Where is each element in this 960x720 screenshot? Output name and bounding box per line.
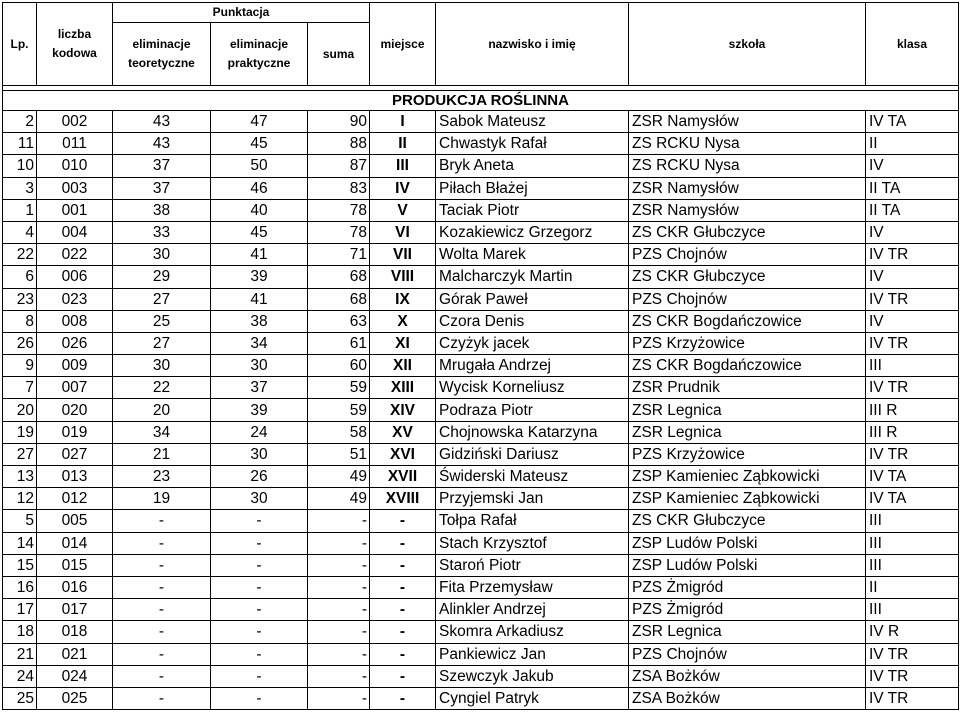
cell-practice: - [211, 665, 308, 687]
table-row [3, 332, 959, 354]
cell-school: ZS CKR Głubczyce [629, 221, 866, 243]
cell-lp: 20 [3, 399, 37, 421]
cell-lp: 7 [3, 377, 37, 399]
cell-class: IV [866, 266, 959, 288]
cell-code: 004 [37, 221, 113, 243]
cell-place: XIV [370, 399, 436, 421]
cell-class: III [866, 355, 959, 377]
cell-practice: - [211, 687, 308, 709]
cell-lp: 18 [3, 621, 37, 643]
cell-code: 002 [37, 111, 113, 133]
cell-sum: 59 [308, 377, 370, 399]
cell-code: 023 [37, 288, 113, 310]
table-row [3, 665, 959, 687]
results-body [3, 111, 959, 710]
table-row [3, 133, 959, 155]
cell-place: II [370, 133, 436, 155]
table-row [3, 621, 959, 643]
cell-name: Malcharczyk Martin [436, 266, 629, 288]
cell-practice: 39 [211, 399, 308, 421]
cell-code: 008 [37, 310, 113, 332]
cell-school: PZS Chojnów [629, 244, 866, 266]
cell-practice: 26 [211, 466, 308, 488]
table-row [3, 599, 959, 621]
cell-school: ZSR Namysłów [629, 177, 866, 199]
cell-sum: - [308, 510, 370, 532]
cell-class: II TA [866, 177, 959, 199]
cell-class: II [866, 576, 959, 598]
cell-practice: 40 [211, 199, 308, 221]
cell-code: 014 [37, 532, 113, 554]
cell-name: Cyngiel Patryk [436, 687, 629, 709]
cell-class: III R [866, 399, 959, 421]
table-row [3, 532, 959, 554]
cell-name: Podraza Piotr [436, 399, 629, 421]
cell-sum: 78 [308, 221, 370, 243]
cell-practice: - [211, 510, 308, 532]
cell-school: ZS RCKU Nysa [629, 133, 866, 155]
cell-sum: 88 [308, 133, 370, 155]
cell-class: IV TR [866, 443, 959, 465]
cell-place: X [370, 310, 436, 332]
cell-class: IV TA [866, 488, 959, 510]
cell-lp: 4 [3, 221, 37, 243]
cell-school: PZS Krzyżowice [629, 332, 866, 354]
cell-name: Czora Denis [436, 310, 629, 332]
cell-lp: 23 [3, 288, 37, 310]
cell-theory: 37 [113, 155, 211, 177]
cell-school: PZS Chojnów [629, 643, 866, 665]
cell-theory: 22 [113, 377, 211, 399]
cell-sum: 68 [308, 266, 370, 288]
cell-name: Stach Krzysztof [436, 532, 629, 554]
cell-practice: - [211, 643, 308, 665]
cell-code: 016 [37, 576, 113, 598]
cell-practice: 24 [211, 421, 308, 443]
cell-class: IV TR [866, 332, 959, 354]
cell-place: V [370, 199, 436, 221]
section-header [3, 86, 959, 111]
cell-place: XI [370, 332, 436, 354]
cell-school: ZSP Ludów Polski [629, 554, 866, 576]
cell-school: ZSA Bożków [629, 687, 866, 709]
cell-lp: 1 [3, 199, 37, 221]
cell-practice: 30 [211, 443, 308, 465]
cell-name: Sabok Mateusz [436, 111, 629, 133]
cell-code: 022 [37, 244, 113, 266]
cell-name: Pankiewicz Jan [436, 643, 629, 665]
cell-lp: 19 [3, 421, 37, 443]
cell-code: 024 [37, 665, 113, 687]
table-row [3, 643, 959, 665]
table-row [3, 377, 959, 399]
cell-place: XVII [370, 466, 436, 488]
table-row [3, 266, 959, 288]
cell-code: 012 [37, 488, 113, 510]
cell-practice: 45 [211, 221, 308, 243]
cell-sum: 60 [308, 355, 370, 377]
cell-name: Piłach Błażej [436, 177, 629, 199]
table-row [3, 155, 959, 177]
cell-school: PZS Chojnów [629, 288, 866, 310]
cell-practice: 37 [211, 377, 308, 399]
cell-school: ZSR Namysłów [629, 111, 866, 133]
cell-name: Wolta Marek [436, 244, 629, 266]
header-theory: eliminacje teoretyczne [113, 23, 211, 86]
cell-theory: 30 [113, 244, 211, 266]
cell-class: III R [866, 421, 959, 443]
table-row [3, 355, 959, 377]
table-row [3, 310, 959, 332]
cell-school: ZSP Kamieniec Ząbkowicki [629, 488, 866, 510]
cell-place: XVIII [370, 488, 436, 510]
cell-practice: 30 [211, 488, 308, 510]
cell-sum: 49 [308, 488, 370, 510]
cell-school: PZS Krzyżowice [629, 443, 866, 465]
cell-code: 006 [37, 266, 113, 288]
cell-class: IV TR [866, 377, 959, 399]
cell-practice: - [211, 621, 308, 643]
cell-school: ZS CKR Bogdańczowice [629, 355, 866, 377]
cell-code: 027 [37, 443, 113, 465]
cell-code: 021 [37, 643, 113, 665]
cell-practice: 30 [211, 355, 308, 377]
cell-class: IV [866, 155, 959, 177]
cell-lp: 17 [3, 599, 37, 621]
cell-practice: 39 [211, 266, 308, 288]
header-lp: Lp. [3, 3, 37, 86]
cell-name: Fita Przemysław [436, 576, 629, 598]
cell-name: Przyjemski Jan [436, 488, 629, 510]
cell-theory: 27 [113, 332, 211, 354]
cell-theory: 23 [113, 466, 211, 488]
cell-theory: 21 [113, 443, 211, 465]
cell-practice: 34 [211, 332, 308, 354]
table-row [3, 443, 959, 465]
cell-theory: 43 [113, 133, 211, 155]
cell-place: IX [370, 288, 436, 310]
cell-place: - [370, 599, 436, 621]
cell-sum: 58 [308, 421, 370, 443]
cell-name: Staroń Piotr [436, 554, 629, 576]
cell-class: IV [866, 221, 959, 243]
cell-place: VIII [370, 266, 436, 288]
cell-place: XII [370, 355, 436, 377]
cell-theory: 20 [113, 399, 211, 421]
cell-school: ZSR Legnica [629, 421, 866, 443]
cell-place: XV [370, 421, 436, 443]
table-header [3, 3, 959, 86]
cell-code: 010 [37, 155, 113, 177]
header-name: nazwisko i imię [436, 3, 629, 86]
cell-place: - [370, 576, 436, 598]
cell-lp: 10 [3, 155, 37, 177]
table-row [3, 466, 959, 488]
table-row [3, 576, 959, 598]
cell-practice: 45 [211, 133, 308, 155]
cell-sum: - [308, 532, 370, 554]
cell-place: XIII [370, 377, 436, 399]
cell-practice: 46 [211, 177, 308, 199]
cell-school: ZSA Bożków [629, 665, 866, 687]
cell-sum: 90 [308, 111, 370, 133]
header-points: Punktacja [113, 3, 370, 23]
cell-code: 018 [37, 621, 113, 643]
cell-place: - [370, 621, 436, 643]
cell-class: III [866, 599, 959, 621]
cell-name: Czyżyk jacek [436, 332, 629, 354]
cell-lp: 25 [3, 687, 37, 709]
cell-name: Chwastyk Rafał [436, 133, 629, 155]
cell-theory: 43 [113, 111, 211, 133]
cell-lp: 26 [3, 332, 37, 354]
cell-practice: - [211, 576, 308, 598]
table-row [3, 288, 959, 310]
cell-sum: - [308, 643, 370, 665]
cell-code: 005 [37, 510, 113, 532]
cell-class: IV TR [866, 244, 959, 266]
table-row [3, 199, 959, 221]
table-row [3, 687, 959, 709]
table-row [3, 421, 959, 443]
cell-place: VII [370, 244, 436, 266]
cell-practice: 38 [211, 310, 308, 332]
cell-school: ZSR Prudnik [629, 377, 866, 399]
cell-school: PZS Żmigród [629, 576, 866, 598]
cell-theory: - [113, 687, 211, 709]
cell-name: Taciak Piotr [436, 199, 629, 221]
header-school: szkoła [629, 3, 866, 86]
cell-theory: - [113, 576, 211, 598]
cell-lp: 22 [3, 244, 37, 266]
cell-place: - [370, 532, 436, 554]
cell-practice: 41 [211, 244, 308, 266]
cell-place: I [370, 111, 436, 133]
cell-sum: 49 [308, 466, 370, 488]
cell-class: II TA [866, 199, 959, 221]
cell-place: IV [370, 177, 436, 199]
cell-sum: - [308, 554, 370, 576]
cell-school: ZSR Namysłów [629, 199, 866, 221]
cell-sum: 61 [308, 332, 370, 354]
cell-sum: 59 [308, 399, 370, 421]
cell-code: 025 [37, 687, 113, 709]
cell-school: ZSR Legnica [629, 621, 866, 643]
cell-theory: 34 [113, 421, 211, 443]
cell-lp: 15 [3, 554, 37, 576]
cell-code: 011 [37, 133, 113, 155]
cell-name: Świderski Mateusz [436, 466, 629, 488]
cell-class: IV TR [866, 288, 959, 310]
cell-school: ZS CKR Głubczyce [629, 266, 866, 288]
cell-practice: 47 [211, 111, 308, 133]
cell-lp: 14 [3, 532, 37, 554]
cell-lp: 13 [3, 466, 37, 488]
cell-name: Alinkler Andrzej [436, 599, 629, 621]
header-sum: suma [308, 23, 370, 86]
cell-theory: 37 [113, 177, 211, 199]
cell-theory: 25 [113, 310, 211, 332]
cell-place: VI [370, 221, 436, 243]
table-row [3, 221, 959, 243]
header-place: miejsce [370, 3, 436, 86]
cell-name: Tołpa Rafał [436, 510, 629, 532]
cell-name: Bryk Aneta [436, 155, 629, 177]
table-row [3, 488, 959, 510]
cell-sum: 63 [308, 310, 370, 332]
header-code: liczba kodowa [37, 3, 113, 86]
cell-sum: 83 [308, 177, 370, 199]
cell-lp: 9 [3, 355, 37, 377]
cell-theory: 33 [113, 221, 211, 243]
cell-place: III [370, 155, 436, 177]
cell-lp: 8 [3, 310, 37, 332]
cell-class: III [866, 554, 959, 576]
cell-class: IV TR [866, 687, 959, 709]
cell-class: IV R [866, 621, 959, 643]
cell-place: - [370, 665, 436, 687]
cell-class: IV TA [866, 111, 959, 133]
cell-theory: 30 [113, 355, 211, 377]
table-row [3, 177, 959, 199]
cell-sum: - [308, 665, 370, 687]
table-row [3, 554, 959, 576]
cell-lp: 2 [3, 111, 37, 133]
cell-code: 007 [37, 377, 113, 399]
cell-name: Szewczyk Jakub [436, 665, 629, 687]
cell-sum: - [308, 687, 370, 709]
cell-code: 017 [37, 599, 113, 621]
cell-code: 009 [37, 355, 113, 377]
cell-school: ZS RCKU Nysa [629, 155, 866, 177]
cell-place: XVI [370, 443, 436, 465]
cell-sum: 51 [308, 443, 370, 465]
cell-sum: - [308, 621, 370, 643]
cell-code: 001 [37, 199, 113, 221]
cell-lp: 11 [3, 133, 37, 155]
cell-sum: - [308, 599, 370, 621]
cell-school: ZSP Kamieniec Ząbkowicki [629, 466, 866, 488]
cell-theory: 27 [113, 288, 211, 310]
cell-place: - [370, 687, 436, 709]
cell-code: 015 [37, 554, 113, 576]
cell-class: III [866, 532, 959, 554]
cell-school: ZSR Legnica [629, 399, 866, 421]
cell-lp: 6 [3, 266, 37, 288]
cell-name: Chojnowska Katarzyna [436, 421, 629, 443]
cell-theory: - [113, 643, 211, 665]
cell-name: Górak Paweł [436, 288, 629, 310]
header-class: klasa [866, 3, 959, 86]
cell-practice: 50 [211, 155, 308, 177]
cell-place: - [370, 510, 436, 532]
cell-school: ZS CKR Głubczyce [629, 510, 866, 532]
cell-code: 013 [37, 466, 113, 488]
cell-lp: 27 [3, 443, 37, 465]
cell-place: - [370, 554, 436, 576]
cell-code: 026 [37, 332, 113, 354]
cell-theory: - [113, 599, 211, 621]
header-practice: eliminacje praktyczne [211, 23, 308, 86]
table-row [3, 111, 959, 133]
cell-lp: 16 [3, 576, 37, 598]
cell-class: IV TA [866, 466, 959, 488]
cell-place: - [370, 643, 436, 665]
cell-theory: 29 [113, 266, 211, 288]
section-title: PRODUKCJA ROŚLINNA [3, 91, 959, 111]
cell-sum: 71 [308, 244, 370, 266]
cell-sum: 68 [308, 288, 370, 310]
cell-name: Kozakiewicz Grzegorz [436, 221, 629, 243]
cell-lp: 3 [3, 177, 37, 199]
table-row [3, 510, 959, 532]
cell-practice: - [211, 532, 308, 554]
cell-class: IV TR [866, 665, 959, 687]
table-row [3, 399, 959, 421]
cell-lp: 21 [3, 643, 37, 665]
cell-theory: - [113, 554, 211, 576]
cell-practice: - [211, 554, 308, 576]
cell-school: ZSP Ludów Polski [629, 532, 866, 554]
cell-sum: 87 [308, 155, 370, 177]
cell-code: 019 [37, 421, 113, 443]
cell-practice: - [211, 599, 308, 621]
cell-lp: 5 [3, 510, 37, 532]
cell-lp: 12 [3, 488, 37, 510]
cell-name: Mrugała Andrzej [436, 355, 629, 377]
cell-school: PZS Żmigród [629, 599, 866, 621]
cell-school: ZS CKR Bogdańczowice [629, 310, 866, 332]
cell-theory: - [113, 665, 211, 687]
results-table [2, 2, 959, 710]
cell-code: 020 [37, 399, 113, 421]
cell-lp: 24 [3, 665, 37, 687]
cell-theory: 38 [113, 199, 211, 221]
cell-name: Gidziński Dariusz [436, 443, 629, 465]
cell-class: II [866, 133, 959, 155]
cell-class: III [866, 510, 959, 532]
cell-theory: 19 [113, 488, 211, 510]
cell-name: Wycisk Korneliusz [436, 377, 629, 399]
cell-sum: 78 [308, 199, 370, 221]
cell-sum: - [308, 576, 370, 598]
table-row [3, 244, 959, 266]
cell-theory: - [113, 532, 211, 554]
cell-theory: - [113, 621, 211, 643]
cell-code: 003 [37, 177, 113, 199]
cell-theory: - [113, 510, 211, 532]
cell-practice: 41 [211, 288, 308, 310]
cell-class: IV [866, 310, 959, 332]
cell-class: IV TR [866, 643, 959, 665]
cell-name: Skomra Arkadiusz [436, 621, 629, 643]
